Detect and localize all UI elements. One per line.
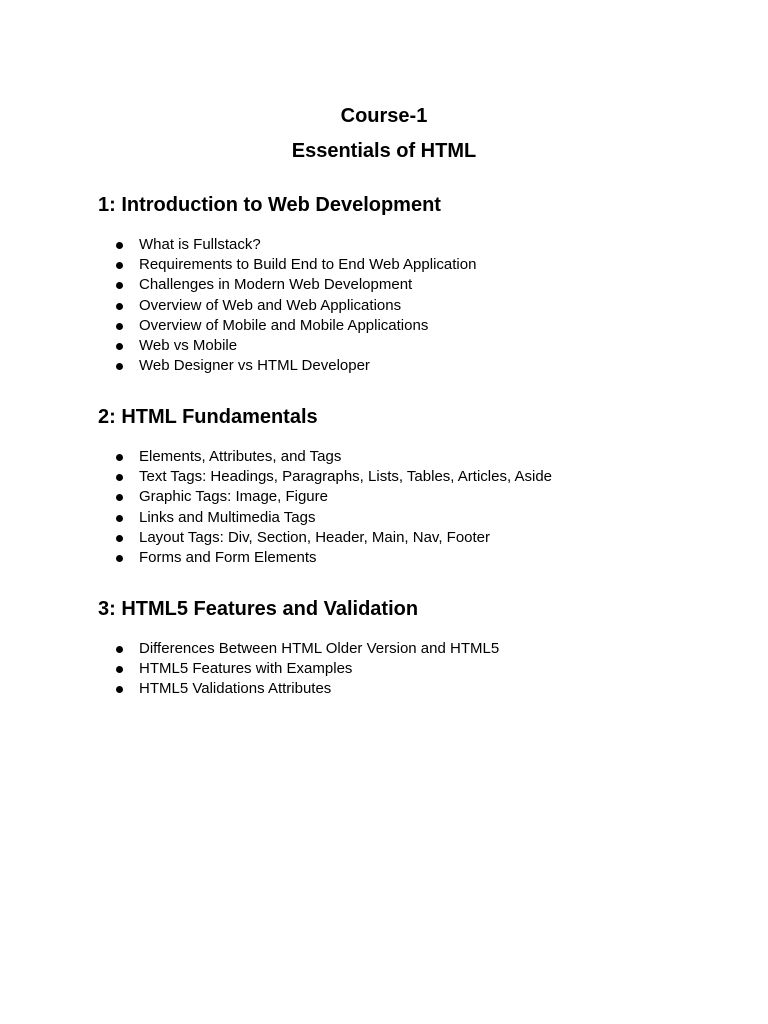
section-introduction bbox=[98, 193, 718, 376]
course-label: Course-1 bbox=[340, 105, 428, 127]
list-item-text: Elements, Attributes, and Tags bbox=[139, 448, 342, 465]
list-item bbox=[98, 316, 718, 336]
list-item-text: Links and Multimedia Tags bbox=[139, 508, 316, 526]
list-item-text: Web Designer vs HTML Developer bbox=[139, 357, 370, 375]
bullet-icon bbox=[116, 343, 123, 350]
list-item bbox=[98, 659, 718, 679]
bullet-icon bbox=[116, 454, 123, 461]
section-heading: 3: HTML5 Features and Validation bbox=[98, 598, 419, 620]
bullet-icon bbox=[116, 242, 123, 249]
section-heading: 2: HTML Fundamentals bbox=[98, 406, 318, 428]
course-title: Essentials of HTML bbox=[291, 140, 477, 162]
topic-list bbox=[98, 447, 718, 568]
list-item bbox=[98, 487, 718, 507]
section-html-fundamentals bbox=[98, 405, 718, 568]
list-item bbox=[98, 447, 718, 467]
bullet-icon bbox=[116, 515, 123, 522]
list-item-text: Challenges in Modern Web Development bbox=[139, 276, 413, 294]
list-item bbox=[98, 467, 718, 487]
section-html5-features bbox=[98, 597, 718, 700]
list-item bbox=[98, 275, 718, 295]
bullet-icon bbox=[116, 494, 123, 501]
list-item bbox=[98, 508, 718, 528]
list-item-text: What is Fullstack? bbox=[139, 236, 261, 253]
list-item-text: Forms and Form Elements bbox=[139, 549, 317, 567]
list-item-text: Requirements to Build End to End Web Application bbox=[139, 256, 477, 274]
bullet-icon bbox=[116, 555, 123, 562]
topic-list bbox=[98, 639, 718, 700]
list-item-text: Text Tags: Headings, Paragraphs, Lists, Tables, Articles, Aside bbox=[139, 468, 552, 486]
list-item bbox=[98, 255, 718, 275]
bullet-icon bbox=[116, 282, 123, 289]
bullet-icon bbox=[116, 646, 123, 653]
list-item bbox=[98, 528, 718, 548]
list-item bbox=[98, 356, 718, 376]
list-item bbox=[98, 639, 718, 659]
bullet-icon bbox=[116, 323, 123, 330]
list-item bbox=[98, 548, 718, 568]
list-item-text: HTML5 Validations Attributes bbox=[139, 680, 332, 698]
list-item-text: Web vs Mobile bbox=[139, 337, 238, 355]
bullet-icon bbox=[116, 363, 123, 370]
bullet-icon bbox=[116, 535, 123, 542]
list-item bbox=[98, 235, 718, 255]
topic-list bbox=[98, 235, 718, 376]
list-item bbox=[98, 679, 718, 699]
section-heading: 1: Introduction to Web Development bbox=[98, 194, 441, 216]
list-item-text: Graphic Tags: Image, Figure bbox=[139, 488, 328, 506]
list-item-text: HTML5 Features with Examples bbox=[139, 660, 353, 678]
bullet-icon bbox=[116, 686, 123, 693]
list-item-text: Differences Between HTML Older Version and HTML5 bbox=[139, 640, 500, 657]
list-item bbox=[98, 336, 718, 356]
list-item-text: Overview of Mobile and Mobile Applications bbox=[139, 316, 429, 334]
list-item-text: Layout Tags: Div, Section, Header, Main, Nav, Footer bbox=[139, 528, 491, 546]
bullet-icon bbox=[116, 262, 123, 269]
bullet-icon bbox=[116, 666, 123, 673]
list-item bbox=[98, 296, 718, 316]
bullet-icon bbox=[116, 303, 123, 310]
list-item-text: Overview of Web and Web Applications bbox=[139, 296, 402, 314]
bullet-icon bbox=[116, 474, 123, 481]
